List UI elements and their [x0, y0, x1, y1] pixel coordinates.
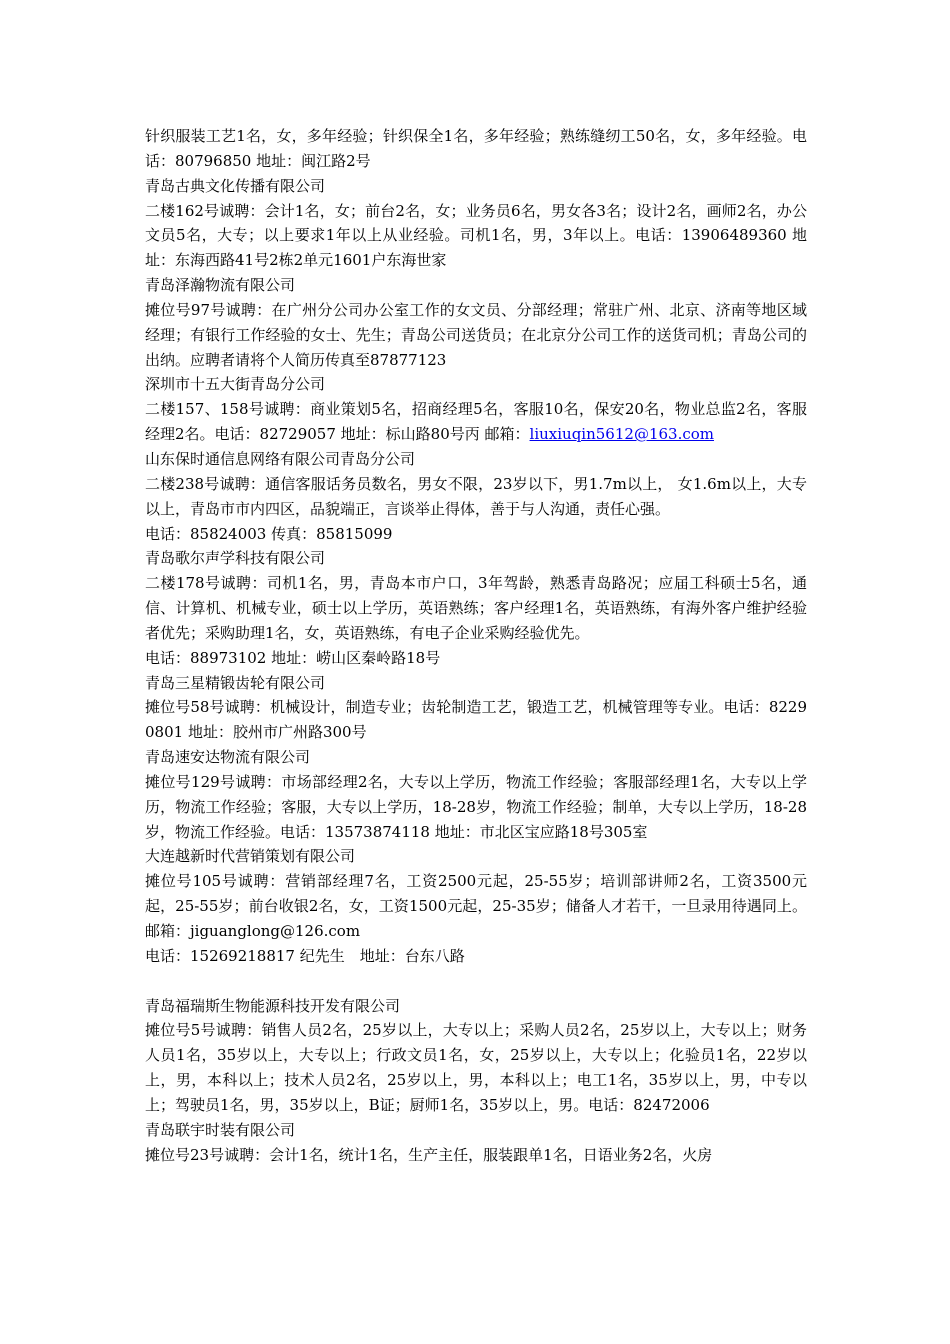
- company-name: 青岛福瑞斯生物能源科技开发有限公司: [145, 996, 401, 1015]
- paragraph: 摊位号105号诚聘：营销部经理7名，工资2500元起，25-55岁；培训部讲师2名，工资3500元起，25-55岁；前台收银2名，女，工资1500元起，25-35岁；储备人才若干，一旦录用待遇同上。 邮箱：jiguanglong@126.com: [145, 872, 807, 940]
- company-name: 山东保时通信息网络有限公司青岛分公司: [145, 449, 416, 468]
- paragraph: 摊位号129号诚聘：市场部经理2名，大专以上学历，物流工作经验；客服部经理1名，大专以上学历，物流工作经验；客服，大专以上学历，18-28岁，物流工作经验；制单，大专以上学历，18-28岁，物流工作经验。电话：13573874118 地址：市北区宝应路18号305室: [145, 772, 807, 841]
- paragraph: 摊位号23号诚聘：会计1名，统计1名，生产主任，服装跟单1名，日语业务2名，火房: [145, 1145, 713, 1164]
- document-body: [145, 124, 807, 1167]
- paragraph: 电话：85824003 传真：85815099: [145, 524, 393, 543]
- email-link[interactable]: liuxiuqin5612@163.com: [529, 425, 714, 444]
- company-name: 大连越新时代营销策划有限公司: [145, 847, 356, 866]
- paragraph: 二楼162号诚聘：会计1名，女；前台2名，女；业务员6名，男女各3名；设计2名，画师2名，办公文员5名，大专；以上要求1年以上从业经验。司机1名，男，3年以上。电话：13906489360 地址：东海西路41号2栋2单元1601户东海世家: [145, 201, 807, 270]
- company-name: 青岛泽瀚物流有限公司: [145, 276, 296, 295]
- paragraph-text: 二楼157、158号诚聘：商业策划5名，招商经理5名，客服10名，保安20名，物业总监2名，客服经理2名。电话：82729057 地址：标山路80号丙 邮箱：: [145, 400, 807, 444]
- paragraph: 摊位号58号诚聘：机械设计，制造专业；齿轮制造工艺，锻造工艺，机械管理等专业。电话：82290801 地址：胶州市广州路300号: [145, 698, 807, 742]
- company-name: 青岛三星精锻齿轮有限公司: [145, 673, 326, 692]
- company-name: 青岛联宇时装有限公司: [145, 1120, 296, 1139]
- blank-line: [145, 969, 807, 994]
- paragraph: 摊位号97号诚聘：在广州分公司办公室工作的女文员、分部经理；常驻广州、北京、济南等地区域经理；有银行工作经验的女士、先生；青岛公司送货员；在北京分公司工作的送货司机；青岛公司的出纳。应聘者请将个人简历传真至87877123: [145, 300, 807, 369]
- paragraph: 摊位号5号诚聘：销售人员2名，25岁以上，大专以上；采购人员2名，25岁以上，大专以上；财务人员1名，35岁以上，大专以上；行政文员1名，女，25岁以上，大专以上；化验员1名，22岁以上，男，本科以上；技术人员2名，25岁以上，男，本科以上；电工1名，35岁以上，男，中专以上；驾驶员1名，男，35岁以上，B证；厨师1名，35岁以上，男。电话：82472006: [145, 1021, 807, 1114]
- paragraph: [145, 397, 807, 447]
- company-name: 青岛古典文化传播有限公司: [145, 176, 326, 195]
- company-name: 青岛歌尔声学科技有限公司: [145, 549, 326, 568]
- company-name: 深圳市十五大街青岛分公司: [145, 375, 326, 394]
- paragraph: 电话：88973102 地址：崂山区秦岭路18号: [145, 648, 441, 667]
- paragraph: 二楼178号诚聘：司机1名，男，青岛本市户口，3年驾龄，熟悉青岛路况；应届工科硕士5名，通信、计算机、机械专业，硕士以上学历，英语熟练；客户经理1名，英语熟练，有海外客户维护经验者优先；采购助理1名，女，英语熟练，有电子企业采购经验优先。: [145, 574, 807, 642]
- paragraph: 电话：15269218817 纪先生 地址：台东八路: [145, 946, 465, 965]
- paragraph: 二楼238号诚聘：通信客服话务员数名，男女不限，23岁以下，男1.7m以上， 女1.6m以上，大专以上，青岛市市内四区，品貌端正，言谈举止得体，善于与人沟通，责任心强。: [145, 474, 807, 518]
- paragraph: 针织服装工艺1名，女，多年经验；针织保全1名，多年经验；熟练缝纫工50名，女，多年经验。电话：80796850 地址：闽江路2号: [145, 127, 807, 170]
- company-name: 青岛速安达物流有限公司: [145, 748, 311, 767]
